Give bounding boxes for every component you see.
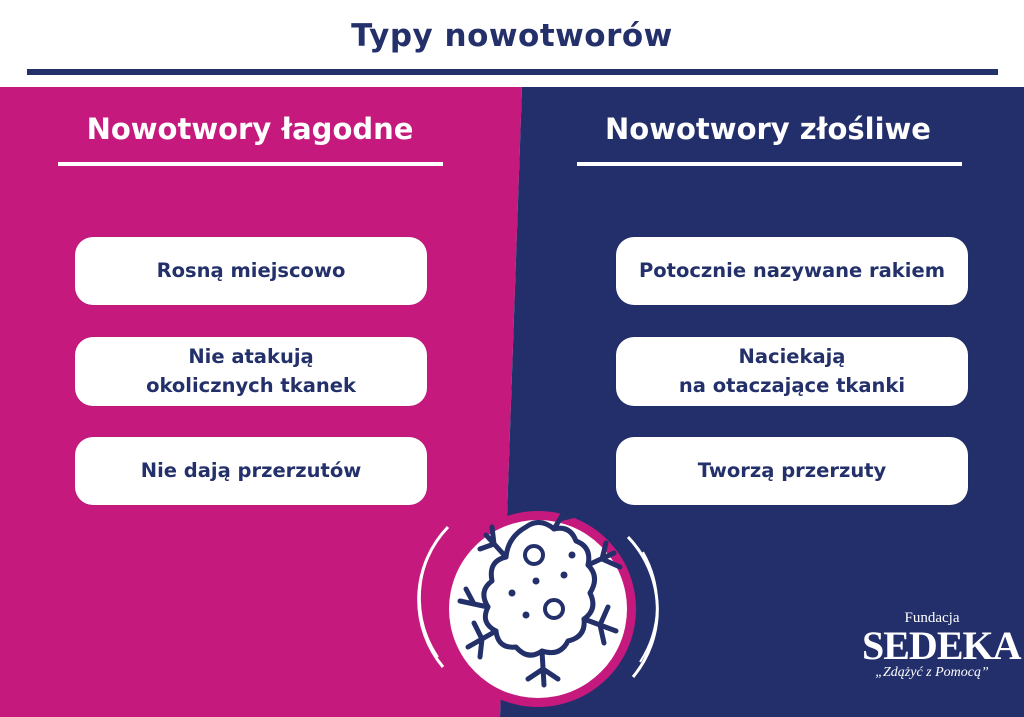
malignant-heading: Nowotwory złośliwe [605, 112, 931, 146]
malignant-heading-underline [577, 162, 962, 166]
malignant-item: Tworzą przerzuty [616, 437, 968, 505]
benign-item: Nie atakują okolicznych tkanek [75, 337, 427, 406]
page-title: Typy nowotworów [351, 18, 673, 54]
benign-item: Rosną miejscowo [75, 237, 427, 305]
benign-heading-underline [58, 162, 443, 166]
benign-heading: Nowotwory łagodne [86, 112, 414, 146]
logo-line1: Fundacja [904, 610, 960, 626]
logo-tagline: „Zdążyć z Pomocą” [875, 665, 989, 680]
malignant-item: Potocznie nazywane rakiem [616, 237, 968, 305]
logo-name: SEDEKA [862, 623, 1021, 668]
malignant-item: Naciekają na otaczające tkanki [616, 337, 968, 406]
tumor-cell-icon [408, 497, 668, 717]
benign-item: Nie dają przerzutów [75, 437, 427, 505]
sedeka-logo [862, 610, 1021, 681]
title-underline [27, 69, 998, 75]
